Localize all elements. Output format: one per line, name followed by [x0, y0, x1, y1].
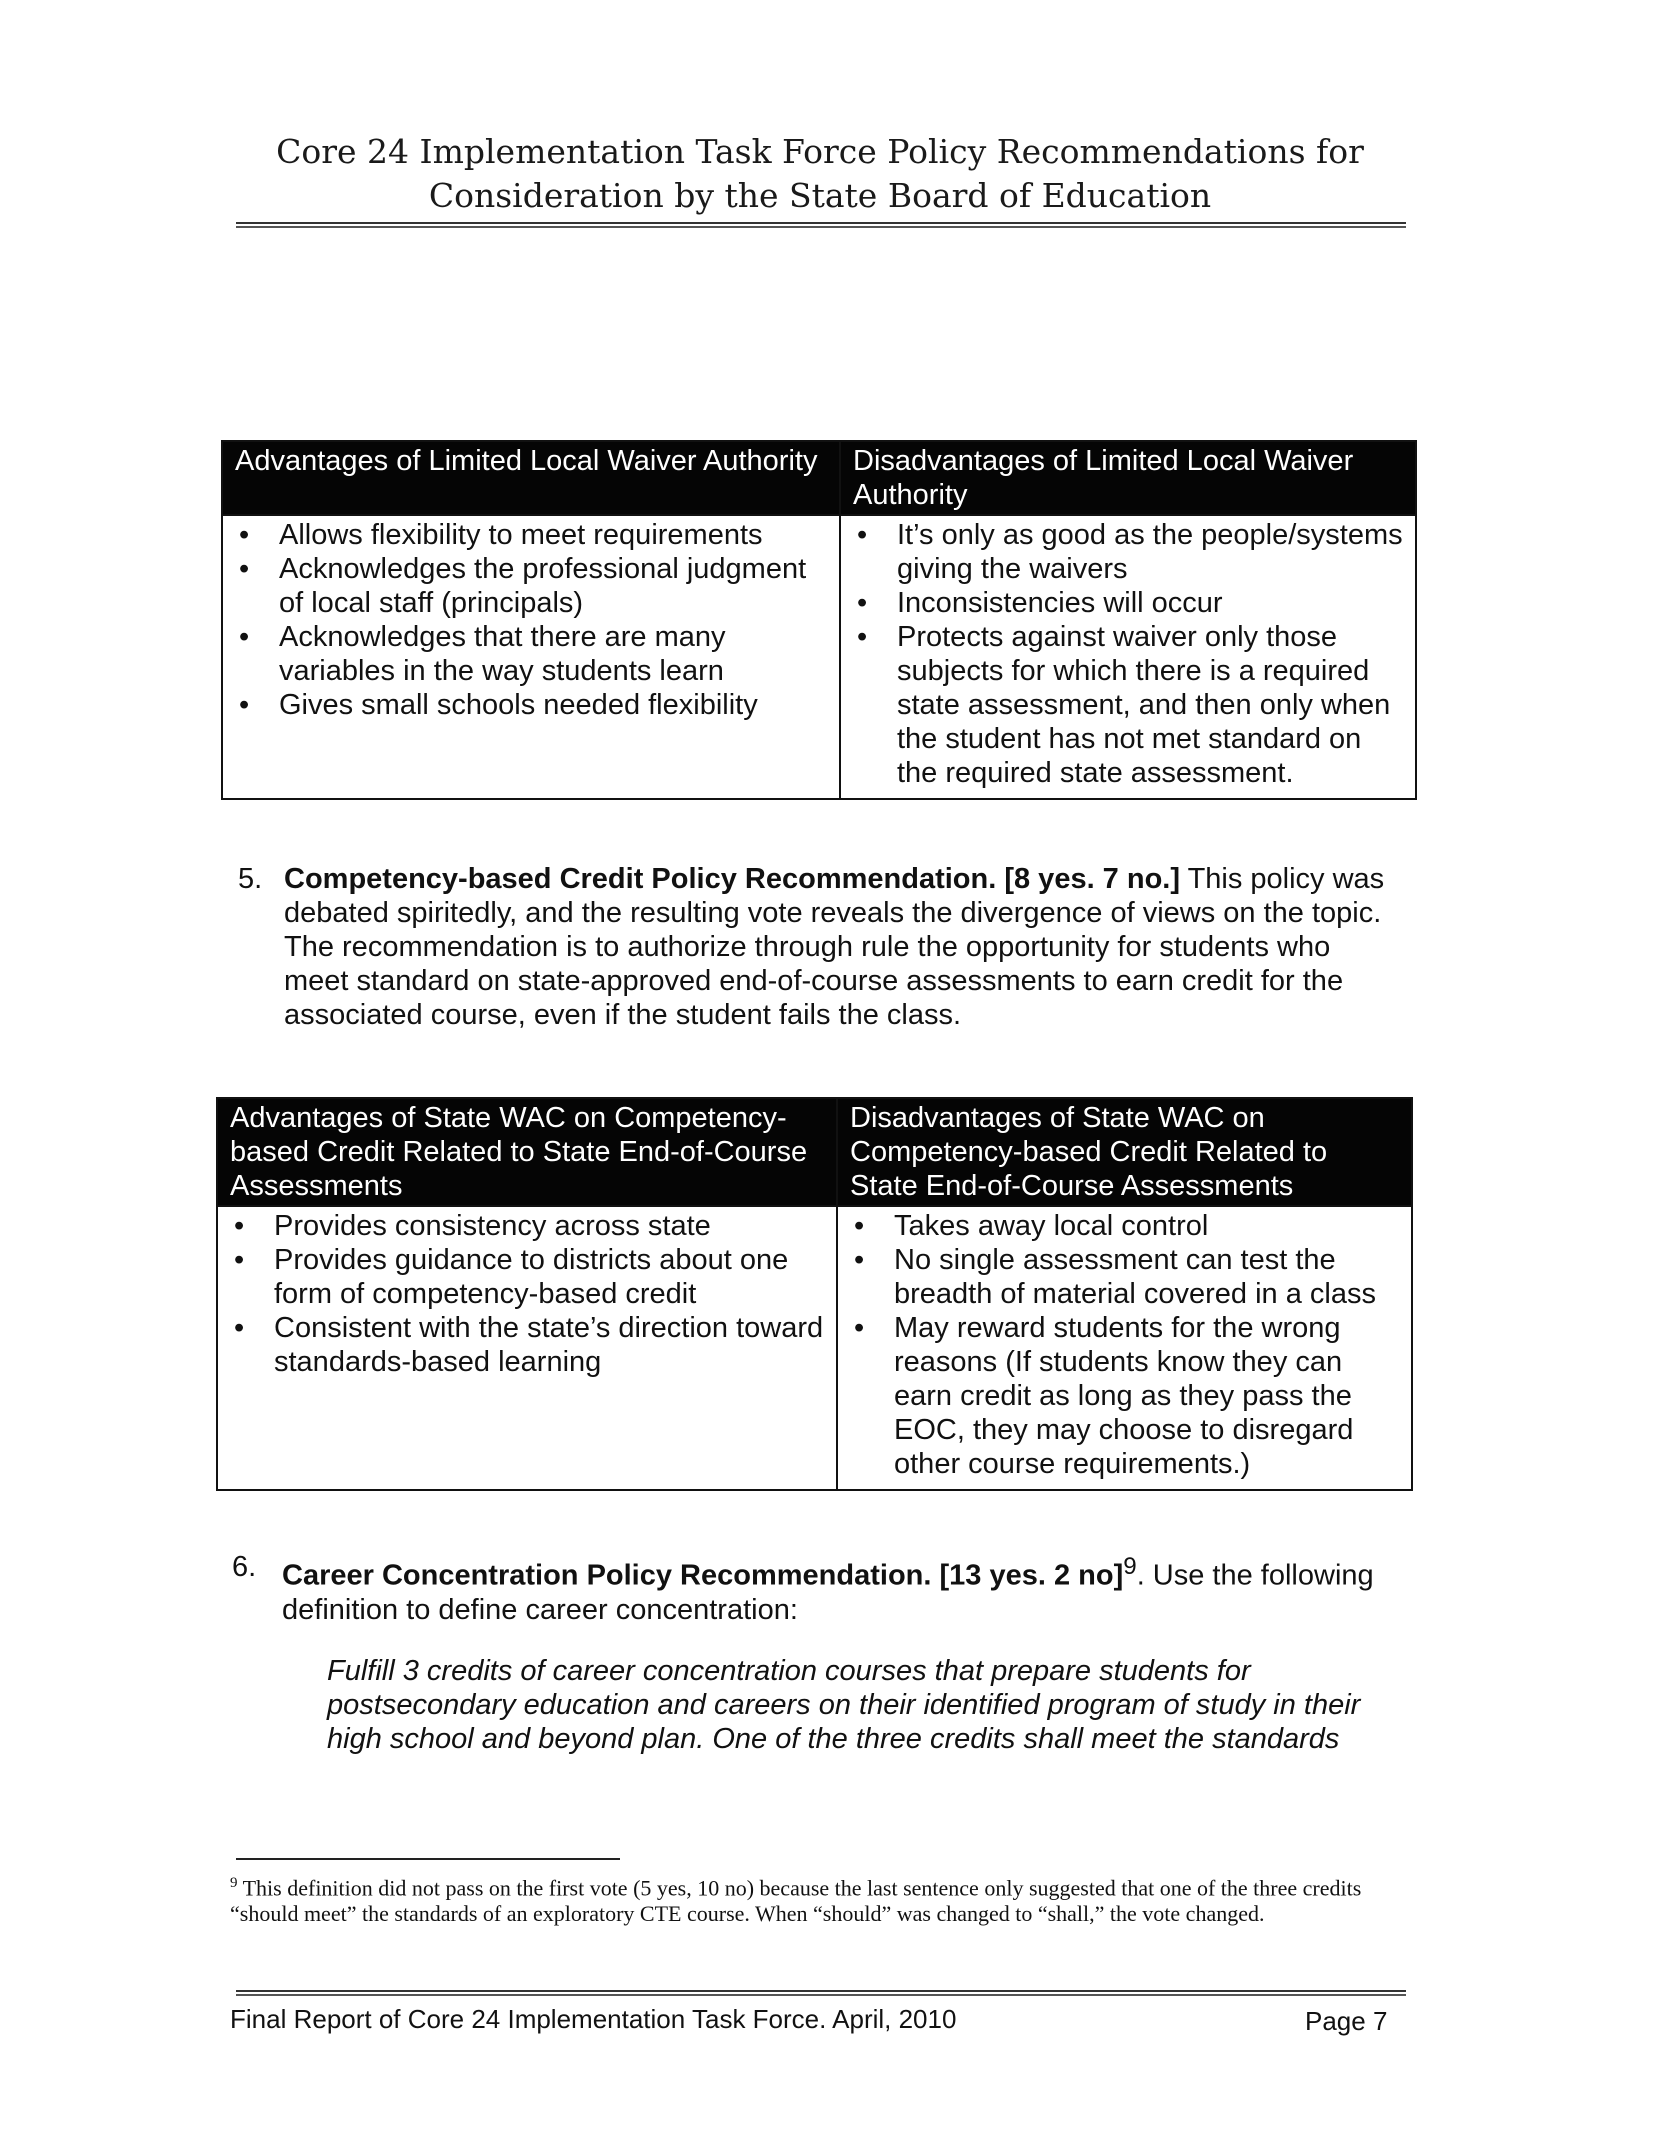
footer-report-title: Final Report of Core 24 Implementation Task Force. April, 2010 — [230, 2004, 957, 2034]
table-header-row — [217, 1098, 1412, 1206]
disadvantages-cell — [837, 1206, 1412, 1490]
table-row — [222, 515, 1416, 799]
list-item: • Provides consistency across state — [224, 1209, 826, 1243]
list-item: • Acknowledges the professional judgment of local staff (principals) — [229, 552, 829, 620]
list-item: • Protects against waiver only those subjects for which there is a required state assessment, and then only when the student has not met standard on the required state assessment. — [847, 620, 1405, 790]
list-item: • No single assessment can test the breadth of material covered in a class — [844, 1243, 1401, 1311]
footnote-divider — [236, 1858, 620, 1860]
section-5 — [238, 862, 1398, 1032]
list-item: • May reward students for the wrong reasons (If students know they can earn credit as long as they pass the EOC, they may choose to disregard other course requirements.) — [844, 1311, 1401, 1481]
page-title-line-1: Core 24 Implementation Task Force Policy Recommendations for — [276, 132, 1364, 171]
section-body — [284, 862, 1398, 1032]
vote-count: [13 yes. 2 no] — [939, 1559, 1124, 1592]
header-divider — [236, 222, 1406, 228]
section-6 — [232, 1550, 1392, 1627]
list-item: • Acknowledges that there are many variables in the way students learn — [229, 620, 829, 688]
footer-divider — [236, 1990, 1406, 1996]
list-item: • Gives small schools needed flexibility — [229, 688, 829, 722]
list-item: • Takes away local control — [844, 1209, 1401, 1243]
page-number: Page 7 — [1305, 2006, 1388, 2036]
list-item: • It’s only as good as the people/systems giving the waivers — [847, 518, 1405, 586]
table-header-row — [222, 441, 1416, 515]
list-item: • Inconsistencies will occur — [847, 586, 1405, 620]
competency-comparison-table — [216, 1097, 1413, 1491]
advantages-header: Advantages of Limited Local Waiver Authority — [222, 441, 840, 515]
disadvantages-cell — [840, 515, 1416, 799]
page-title — [220, 130, 1420, 218]
list-item: • Allows flexibility to meet requirements — [229, 518, 829, 552]
disadvantages-header: Disadvantages of State WAC on Competency-based Credit Related to State End-of-Course Assessments — [837, 1098, 1412, 1206]
footnote-marker: 9 — [230, 1875, 238, 1891]
section-heading: Competency-based Credit Policy Recommendation. — [284, 863, 997, 895]
advantages-cell — [217, 1206, 837, 1490]
footnote-text: This definition did not pass on the first vote (5 yes, 10 no) because the last sentence only suggested that one of the three credits “should meet” the standards of an exploratory CTE course. When “should” was changed to “shall,” the vote changed. — [230, 1875, 1362, 1927]
vote-count: [8 yes. 7 no.] — [1004, 863, 1181, 895]
advantages-cell — [222, 515, 840, 799]
footnote — [230, 1870, 1380, 1927]
section-text: This policy was debated spiritedly, and the resulting vote reveals the divergence of views on the topic. The recommendation is to authorize through rule the opportunity for students who meet standard on state-approved end-of-course assessments to earn credit for the associated course, even if the student fails the class. — [284, 863, 1385, 1031]
advantages-header: Advantages of State WAC on Competency-based Credit Related to State End-of-Course Assessments — [217, 1098, 837, 1206]
section-number: 6. — [232, 1551, 257, 1583]
section-number: 5. — [238, 863, 263, 895]
table-row — [217, 1206, 1412, 1490]
section-heading: Career Concentration Policy Recommendation. — [282, 1559, 932, 1592]
waiver-comparison-table — [221, 440, 1417, 800]
career-concentration-definition: Fulfill 3 credits of career concentration courses that prepare students for postsecondary education and careers on their identified program of study in their high school and beyond plan. One of the three credits shall meet the standards — [327, 1655, 1361, 1755]
page-title-line-2: Consideration by the State Board of Education — [428, 176, 1212, 215]
disadvantages-header: Disadvantages of Limited Local Waiver Authority — [840, 441, 1416, 515]
list-item: • Provides guidance to districts about one form of competency-based credit — [224, 1243, 826, 1311]
footnote-reference[interactable]: 9 — [1123, 1553, 1137, 1580]
section-body — [282, 1550, 1392, 1627]
list-item: • Consistent with the state’s direction toward standards-based learning — [224, 1311, 826, 1379]
section-text: . Use the following definition to define career concentration: — [282, 1559, 1374, 1626]
